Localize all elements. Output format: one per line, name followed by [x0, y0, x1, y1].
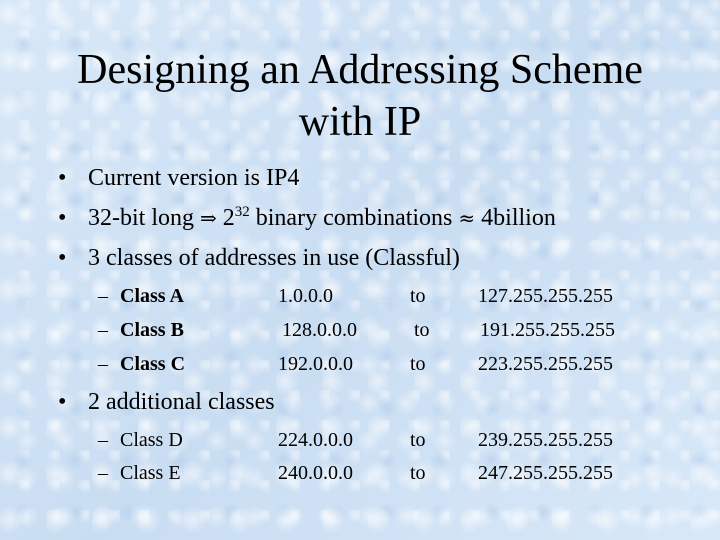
range-end: 127.255.255.255: [478, 285, 613, 307]
bullet-text-pre: 32-bit long: [88, 205, 200, 231]
bullet-classful: [58, 244, 460, 272]
sub-bullet-dash: –: [98, 319, 108, 341]
slide-title-line-1: Designing an Addressing Scheme: [77, 47, 643, 93]
range-to: to: [410, 429, 426, 451]
class-name: Class E: [120, 462, 181, 484]
bullet-text: Current version is IP4: [88, 165, 300, 191]
bullet-additional-classes: [58, 388, 275, 416]
range-to: to: [410, 462, 426, 484]
bullet-text: 3 classes of addresses in use (Classful): [88, 245, 460, 271]
class-row-a: [98, 282, 658, 310]
bullet-marker: •: [58, 389, 67, 415]
range-end: 223.255.255.255: [478, 353, 613, 375]
class-name: Class D: [120, 429, 183, 451]
range-start: 128.0.0.0: [282, 319, 357, 341]
class-name: Class A: [120, 285, 184, 307]
class-row-e: [98, 459, 658, 487]
bullet-text-mid: binary combinations: [249, 205, 459, 231]
sub-bullet-dash: –: [98, 462, 108, 484]
class-row-b: [98, 316, 658, 344]
bullet-text-post: 4billion: [475, 205, 556, 231]
bullet-marker: •: [58, 165, 67, 191]
bullet-32-bit: [58, 204, 556, 232]
range-end: 191.255.255.255: [480, 319, 615, 341]
sub-bullet-dash: –: [98, 353, 108, 375]
range-to: to: [410, 353, 426, 375]
slide-title-line-2: with IP: [298, 99, 422, 145]
approx-symbol: ≈: [458, 206, 476, 230]
range-end: 239.255.255.255: [478, 429, 613, 451]
class-name: Class B: [120, 319, 184, 341]
power-base: 2: [216, 205, 235, 231]
power-exponent: 32: [234, 204, 250, 220]
slide-title: [0, 44, 720, 148]
class-name: Class C: [120, 353, 186, 375]
range-start: 192.0.0.0: [278, 353, 353, 375]
range-to: to: [414, 319, 430, 341]
range-start: 1.0.0.0: [278, 285, 333, 307]
range-end: 247.255.255.255: [478, 462, 613, 484]
implies-symbol: ⇒: [200, 206, 217, 230]
bullet-text: 2 additional classes: [88, 389, 275, 415]
sub-bullet-dash: –: [98, 285, 108, 307]
bullet-current-version: [58, 164, 299, 192]
class-row-c: [98, 350, 658, 378]
range-start: 240.0.0.0: [278, 462, 353, 484]
bullet-marker: •: [58, 245, 67, 271]
sub-bullet-dash: –: [98, 429, 108, 451]
class-row-d: [98, 426, 658, 454]
range-start: 224.0.0.0: [278, 429, 353, 451]
range-to: to: [410, 285, 426, 307]
bullet-marker: •: [58, 205, 67, 231]
